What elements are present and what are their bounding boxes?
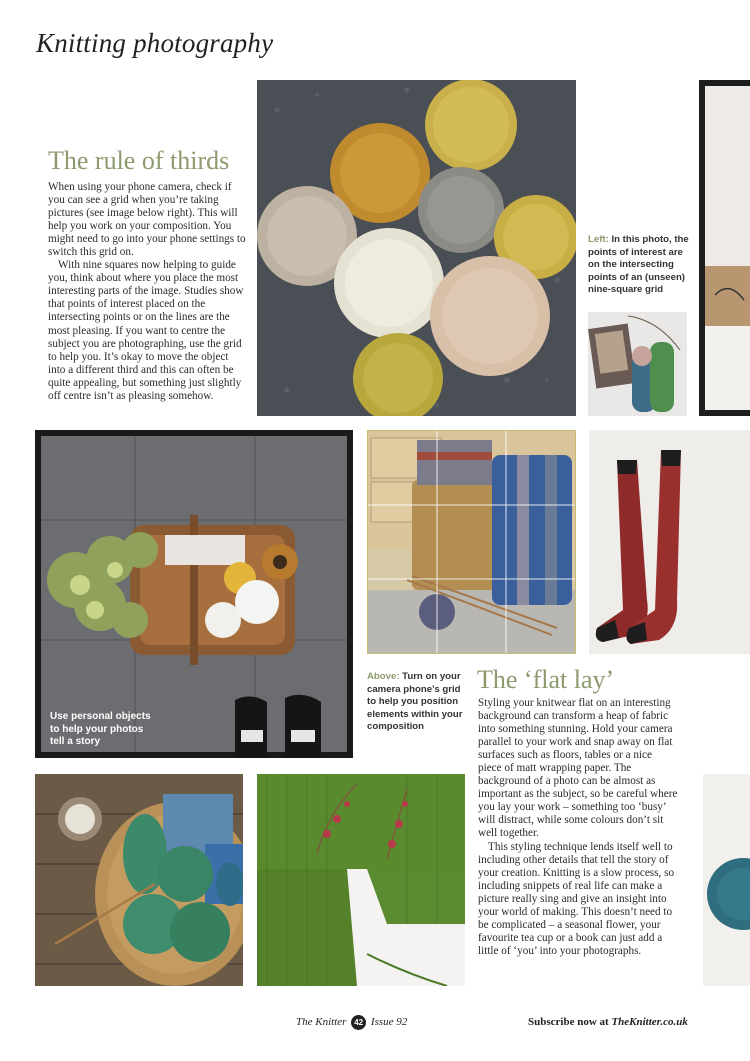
flat-lay-paragraph-2: This styling technique lends itself well to including other details that tell the story of your creation. Knitting is a slow process, so including snippets of real life can make a picture really sing and give an insight into your world of making. This doesn’t need to be complicated – a seasonal flower, your favourite tea cup or a book can just add a little of ‘you’ into your photographs.	[478, 840, 675, 957]
rule-of-thirds-paragraph-1: When using your phone camera, check if you can see a grid when you’re taking pictures (see image below right). This will help you work on your composition. You might need to go into your phone settings to switch this grid on.	[48, 181, 246, 259]
flat-lay-heading: The ‘flat lay’	[477, 665, 615, 694]
grid-phone-photo-edge	[699, 80, 750, 416]
chest-blanket-grid-photo	[367, 430, 576, 654]
above-caption-label: Above:	[367, 671, 400, 682]
teal-yarn-photo-edge	[703, 774, 750, 986]
magazine-socks-photo	[588, 312, 687, 416]
yarn-balls-photo	[257, 80, 576, 416]
left-caption-label: Left:	[588, 234, 609, 245]
footer-magazine-name: The Knitter	[296, 1016, 347, 1029]
left-caption	[588, 234, 692, 297]
flat-lay-paragraph-1: Styling your knitwear flat on an interesting background can transform a heap of fabric into something stunning. Hold your camera parallel to your work and snap away on flat surfaces such as floors, tables or a nice piece of matt wrapping paper. The background of a photo can be almost as important as the subject, so be careful where you lay your work – something too ‘busy’ will distract, while some colours don’t sit well together.	[478, 697, 678, 840]
footer-magazine-info	[296, 1015, 407, 1030]
above-caption-text: Turn on your camera phone’s grid to help you position elements within your composition	[367, 671, 463, 733]
footer-subscribe	[528, 1016, 688, 1028]
tea-green-yarn-photo	[35, 774, 243, 986]
rule-of-thirds-body	[48, 181, 248, 403]
red-socks-photo	[589, 430, 750, 654]
flat-lay-body	[478, 697, 678, 958]
footer-subscribe-link[interactable]: TheKnitter.co.uk	[611, 1016, 688, 1028]
rule-of-thirds-heading: The rule of thirds	[48, 146, 230, 175]
above-caption	[367, 671, 463, 734]
personal-objects-caption: Use personal objects to help your photos tell a story	[50, 711, 151, 747]
left-caption-text: In this photo, the points of interest are on the intersecting points of an (unseen) nine-square grid	[588, 234, 689, 296]
footer-issue: Issue 92	[370, 1016, 408, 1029]
green-knit-flat-lay-photo	[257, 774, 465, 986]
footer-subscribe-prefix: Subscribe now at	[528, 1016, 612, 1028]
rule-of-thirds-paragraph-2: With nine squares now helping to guide you, think about where you place the most interesting parts of the image. Studies show that points of interest placed on the intersecting points or on the lines are the most pleasing. If you want to centre the subject you are photographing, use the grid to help you. It’s okay to move the object into a different third and this can often be quite appealing, but something just slightly off centre isn’t as pleasing somehow.	[48, 259, 244, 402]
basket-tiles-photo	[35, 430, 353, 758]
section-title: Knitting photography	[36, 28, 274, 58]
page-number: 42	[351, 1015, 366, 1030]
